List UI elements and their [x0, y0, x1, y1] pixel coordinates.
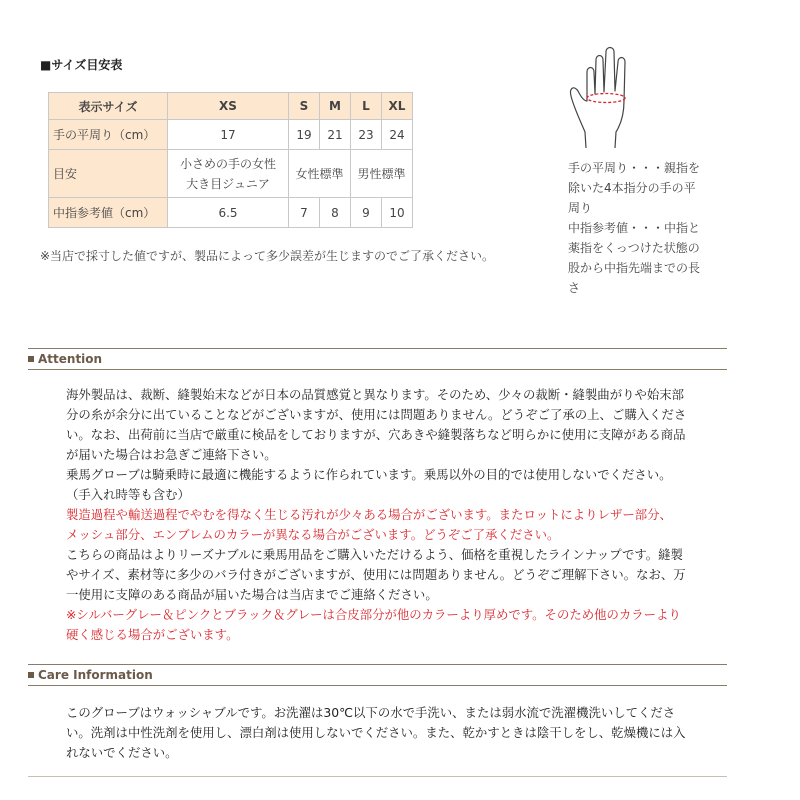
- legend-line: 周り: [568, 201, 593, 215]
- bottom-divider: [28, 776, 727, 777]
- cell-finger-xl: 10: [382, 198, 413, 228]
- cell-hand-xl: 24: [382, 120, 413, 150]
- guide-xs-line1: 小さめの手の女性: [179, 156, 276, 171]
- legend-line: 股から中指先端までの長: [568, 261, 701, 275]
- header-s: S: [289, 93, 320, 120]
- cell-finger-m: 8: [320, 198, 351, 228]
- square-bullet-icon: [28, 672, 34, 678]
- attention-red-line: 製造過程や輸送過程でやむを得なく生じる汚れが少々ある場合がございます。またロットによりレザー部分、: [66, 507, 672, 522]
- size-table-row-finger: [49, 198, 413, 228]
- legend-line: 中指参考値・・・中指と: [568, 221, 701, 235]
- row-label-hand: 手の平周り（cm）: [49, 120, 168, 150]
- hand-measurement-illustration: [566, 46, 646, 152]
- attention-body: [66, 385, 720, 645]
- header-l: L: [351, 93, 382, 120]
- attention-line: が届いた場合はお急ぎご連絡下さい。: [66, 447, 277, 462]
- cell-hand-l: 23: [351, 120, 382, 150]
- care-line: い。洗剤は中性洗剤を使用し、漂白剤は使用しないでください。また、乾かすときは陰干しをし、乾燥機には入: [66, 725, 686, 740]
- care-heading-label: Care Information: [38, 668, 153, 682]
- attention-heading-label: Attention: [38, 352, 103, 366]
- header-m: M: [320, 93, 351, 120]
- attention-line: 乗馬グローブは騎乗時に最適に機能するように作られています。乗馬以外の目的では使用しないでください。: [66, 467, 672, 482]
- care-body: [66, 703, 720, 763]
- attention-warning-1: [66, 505, 720, 545]
- legend-line: 手の平周り・・・親指を: [568, 161, 701, 175]
- cell-hand-xs: 17: [168, 120, 289, 150]
- attention-line: こちらの商品はよりリーズナブルに乗馬用品をご購入いただけるよう、価格を重視したラインナップです。縫製: [66, 547, 683, 562]
- cell-guide-xs: [168, 150, 289, 198]
- attention-red-line: 硬く感じる場合がございます。: [66, 627, 239, 642]
- row-label-guide: 目安: [49, 150, 168, 198]
- cell-hand-s: 19: [289, 120, 320, 150]
- size-table-header-row: [49, 93, 413, 120]
- hand-legend: [568, 158, 718, 298]
- attention-line: い。なお、出荷前に当店で厳重に検品をしておりますが、穴あきや縫製落ちなど明らかに使用に支障がある商品: [66, 427, 686, 442]
- size-chart-table: [48, 92, 413, 228]
- attention-line: （手入れ時等も含む）: [66, 487, 190, 502]
- size-chart-note: ※当店で採寸した値ですが、製品によって多少誤差が生じますのでご了承ください。: [40, 249, 495, 263]
- cell-finger-xs: 6.5: [168, 198, 289, 228]
- legend-line: 薬指をくっつけた状態の: [568, 241, 700, 255]
- attention-warning-2: [66, 605, 720, 645]
- cell-hand-m: 21: [320, 120, 351, 150]
- care-line: れないでください。: [66, 745, 178, 760]
- header-xs: XS: [168, 93, 289, 120]
- attention-red-line: ※シルバーグレー＆ピンクとブラック＆グレーは合皮部分が他のカラーより厚めです。そのため他のカラーより: [66, 607, 681, 622]
- attention-red-line: メッシュ部分、エンブレムのカラーが異なる場合がございます。どうぞご了承ください。: [66, 527, 560, 542]
- attention-line: やサイズ、素材等に多少のバラ付きがございますが、使用には問題ありません。どうぞご理解下さい。なお、万: [66, 567, 686, 582]
- care-heading: [28, 664, 727, 686]
- square-bullet-icon: [28, 356, 34, 362]
- legend-line: さ: [568, 281, 581, 295]
- attention-line: 海外製品は、裁断、縫製始末などが日本の品質感覚と異なります。そのため、少々の裁断・縫製曲がりや始末部: [66, 387, 685, 402]
- size-chart-title: ■サイズ目安表: [40, 58, 123, 72]
- cell-guide-female: 女性標準: [289, 150, 351, 198]
- attention-heading: [28, 348, 727, 370]
- cell-guide-male: 男性標準: [351, 150, 413, 198]
- cell-finger-l: 9: [351, 198, 382, 228]
- guide-xs-line2: 大き目ジュニア: [186, 176, 270, 191]
- size-table-row-hand: [49, 120, 413, 150]
- row-label-finger: 中指参考値（cm）: [49, 198, 168, 228]
- cell-finger-s: 7: [289, 198, 320, 228]
- legend-line: 除いた4本指分の手の平: [568, 181, 696, 195]
- size-table-row-guide: [49, 150, 413, 198]
- attention-line: 分の糸が余分に出ていることなどがございますが、使用には問題ありません。どうぞご了承の上、ご購入くださ: [66, 407, 687, 422]
- attention-line: 一使用に支障のある商品が届いた場合は当店までご連絡ください。: [66, 587, 438, 602]
- header-display-size: 表示サイズ: [49, 93, 168, 120]
- header-xl: XL: [382, 93, 413, 120]
- care-line: このグローブはウォッシャブルです。お洗濯は30℃以下の水で手洗い、または弱水流で洗濯機洗いしてくださ: [66, 705, 676, 720]
